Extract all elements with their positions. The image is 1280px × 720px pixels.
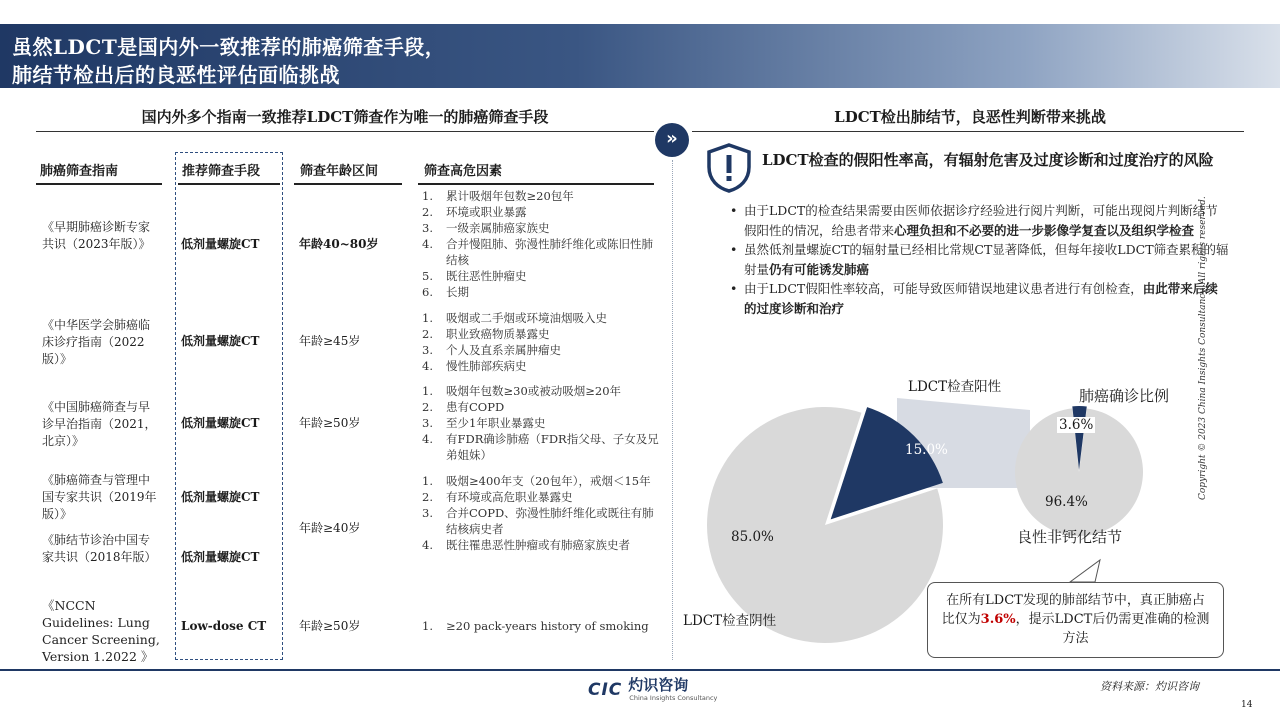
age-range: 年龄≥50岁: [299, 619, 361, 633]
title-banner: [0, 24, 1280, 88]
risk-factor-list: [422, 383, 662, 463]
guideline-name: 《中国肺癌筛查与早诊早治指南（2021，北京）》: [42, 400, 157, 448]
slice-label-benign: 良性非钙化结节: [1017, 528, 1123, 546]
screening-method: Low-dose CT: [181, 619, 267, 633]
risk-factor-list: [422, 618, 662, 634]
risk-factor-item: 1. 吸烟≥400年支（20包年），戒烟＜15年: [422, 474, 651, 488]
screening-method: 低剂量螺旋CT: [181, 416, 260, 430]
risk-factor-item: 1. ≥20 pack-years history of smoking: [422, 619, 649, 633]
risk-factor-item: 1. 累计吸烟年包数≥20包年: [422, 189, 574, 203]
age-range: 年龄≥50岁: [299, 416, 361, 430]
col-header-method: 推荐筛查手段: [182, 164, 261, 179]
col-header-risk: 筛查高危因素: [424, 164, 503, 179]
risk-factor-item: 4. 有FDR确诊肺癌（FDR指父母、子女及兄弟姐妹）: [422, 432, 659, 462]
risk-factor-item: 3. 至少1年职业暴露史: [422, 416, 546, 430]
risk-headline: LDCT检查的假阳性率高，有辐射危害及过度诊断和过度治疗的风险: [762, 151, 1214, 169]
screening-method: 低剂量螺旋CT: [181, 237, 260, 251]
logo-text-en: China Insights Consultancy: [629, 694, 718, 702]
chart-title-confirmed: 肺癌确诊比例: [1079, 387, 1170, 405]
slice-label-negative: LDCT检查阴性: [683, 613, 777, 629]
footer-rule: [0, 669, 1280, 671]
source-note: 资料来源：灼识咨询: [1100, 680, 1199, 693]
logo-mark: CIC: [588, 680, 623, 700]
risk-factor-list: [422, 473, 662, 553]
risk-factor-item: 6. 长期: [422, 285, 469, 299]
risk-factor-item: 5. 既往恶性肿瘤史: [422, 269, 527, 283]
risk-factor-item: 3. 个人及直系亲属肿瘤史: [422, 343, 561, 357]
shield-warning-icon: [706, 143, 752, 193]
header-underline: [418, 183, 654, 185]
risk-factor-item: 2. 环境或职业暴露: [422, 205, 527, 219]
risk-factor-item: 4. 合并慢阻肺、弥漫性肺纤维化或陈旧性肺结核: [422, 237, 653, 267]
age-range: 年龄40~80岁: [299, 237, 379, 251]
col-header-guideline: 肺癌筛查指南: [40, 164, 119, 179]
slice-label-positive: LDCT检查阳性: [908, 379, 1002, 395]
risk-factor-item: 4. 既往罹患恶性肿瘤或有肺癌家族史者: [422, 538, 630, 552]
page-title-line-2: 肺结节检出后的良恶性评估面临挑战: [12, 63, 340, 87]
risk-factor-item: 2. 有环境或高危职业暴露史: [422, 490, 573, 504]
page-title-line-1: 虽然LDCT是国内外一致推荐的肺癌筛查手段，: [12, 35, 446, 59]
age-range: 年龄≥40岁: [299, 521, 361, 535]
data-label-confirmed: 3.6%: [1059, 417, 1094, 433]
cic-logo: [588, 678, 717, 702]
risk-factor-item: 2. 患有COPD: [422, 400, 505, 414]
header-underline: [294, 183, 402, 185]
risk-bullet: • 由于LDCT假阳性率较高，可能导致医师错误地建议患者进行有创检查，由此带来后续的过度诊断和治疗: [730, 279, 1230, 318]
risk-bullet-list: [730, 201, 1230, 318]
screening-method: 低剂量螺旋CT: [181, 550, 260, 564]
guideline-name: 《NCCN Guidelines: Lung Cancer Screening, Version 1.2022 》: [42, 598, 160, 664]
risk-factor-item: 1. 吸烟年包数≥30或被动吸烟≥20年: [422, 384, 622, 398]
page-number: 14: [1241, 700, 1253, 710]
data-label-positive: 15.0%: [905, 442, 948, 458]
col-header-age: 筛查年龄区间: [300, 164, 379, 179]
risk-factor-list: [422, 188, 662, 300]
right-section-title: LDCT检出肺结节，良恶性判断带来挑战: [834, 108, 1106, 126]
risk-bullet: • 由于LDCT的检查结果需要由医师依据诊疗经验进行阅片判断，可能出现阅片判断结节假阳性的情况，给患者带来心理负担和不必要的进一步影像学复查以及组织学检查: [730, 201, 1230, 240]
risk-factor-item: 3. 合并COPD、弥漫性肺纤维化或既往有肺结核病史者: [422, 506, 654, 536]
guideline-name: 《早期肺癌诊断专家共识（2023年版）》: [42, 220, 151, 251]
risk-factor-item: 4. 慢性肺部疾病史: [422, 359, 527, 373]
right-title-rule: [692, 131, 1244, 132]
left-section-title: 国内外多个指南一致推荐LDCT筛查作为唯一的肺癌筛查手段: [141, 108, 549, 126]
column-divider: [672, 160, 673, 660]
age-range: 年龄≥45岁: [299, 334, 361, 348]
risk-factor-item: 1. 吸烟或二手烟或环境油烟吸入史: [422, 311, 607, 325]
left-title-rule: [36, 131, 654, 132]
guideline-name: 《中华医学会肺癌临床诊疗指南（2022版）》: [42, 318, 151, 366]
copyright-text: Copyright © 2023 China Insights Consultancy. All rights reserved.: [1198, 196, 1208, 500]
logo-text-cn: 灼识咨询: [628, 676, 689, 694]
risk-factor-item: 3. 一级亲属肺癌家族史: [422, 221, 550, 235]
header-underline: [36, 183, 162, 185]
risk-factor-item: 2. 职业致癌物质暴露史: [422, 327, 550, 341]
guideline-name: 《肺结节诊治中国专家共识（2018年版）: [42, 533, 157, 564]
data-label-benign: 96.4%: [1045, 494, 1088, 510]
screening-method: 低剂量螺旋CT: [181, 490, 260, 504]
data-label-negative: 85.0%: [731, 529, 774, 545]
chevron-right-icon: »: [655, 123, 689, 157]
risk-bullet: • 虽然低剂量螺旋CT的辐射量已经相比常规CT显著降低，但每年接收LDCT筛查累积的辐射量仍有可能诱发肺癌: [730, 240, 1230, 279]
guideline-name: 《肺癌筛查与管理中国专家共识（2019年版）》: [42, 473, 157, 521]
screening-method: 低剂量螺旋CT: [181, 334, 260, 348]
callout-note: 在所有LDCT发现的肺部结节中，真正肺癌占比仅为3.6%，提示LDCT后仍需更准确的检测方法: [927, 582, 1224, 658]
risk-factor-list: [422, 310, 662, 374]
method-highlight-box: [175, 152, 283, 660]
